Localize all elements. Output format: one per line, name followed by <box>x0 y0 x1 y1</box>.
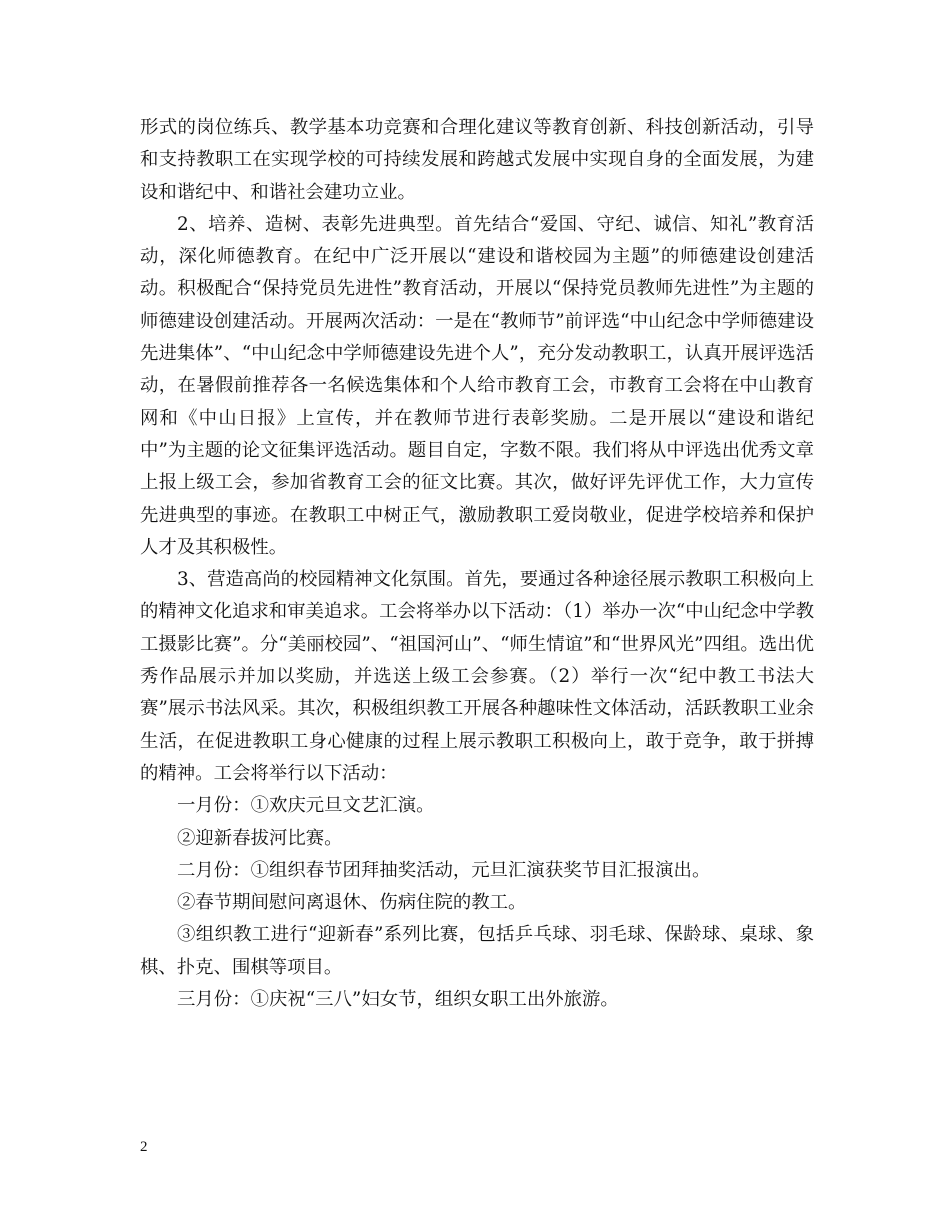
list-item-january-2: ②迎新春拔河比赛。 <box>177 827 343 849</box>
paragraph-continuation: 形式的岗位练兵、教学基本功竞赛和合理化建议等教育创新、科技创新活动，引导和支持教职工在实现学校的可持续发展和跨越式发展中实现自身的全面发展，为建设和谐纪中、和谐社会建功立业。 <box>140 117 814 203</box>
list-item-january-1: 一月份：①欢庆元旦文艺汇演。 <box>177 795 435 817</box>
list-item-february-1: 二月份：①组织春节团拜抽奖活动，元旦汇演获奖节目汇报演出。 <box>177 859 711 881</box>
paragraph-section-2: 2、培养、造树、表彰先进典型。首先结合“爱国、守纪、诚信、知礼”教育活动，深化师德教育。在纪中广泛开展以“建设和谐校园为主题”的师德建设创建活动。积极配合“保持党员先进性”教育活动，开展以“保持党员教师先进性”为主题的师德建设创建活动。开展两次活动：一是在“教师节”前评选“中山纪念中学师德建设先进集体”、“中山纪念中学师德建设先进个人”，充分发动教职工，认真开展评选活动，在暑假前推荐各一名候选集体和个人给市教育工会，市教育工会将在中山教育网和《中山日报》上宣传，并在教师节进行表彰奖励。二是开展以“建设和谐纪中”为主题的论文征集评选活动。题目自定，字数不限。我们将从中评选出优秀文章上报上级工会，参加省教育工会的征文比赛。其次，做好评先评优工作，大力宣传先进典型的事迹。在教职工中树正气，激励教职工爱岗敬业，促进学校培养和保护人才及其积极性。 <box>140 213 814 558</box>
paragraph-section-3: 3、营造高尚的校园精神文化氛围。首先，要通过各种途径展示教职工积极向上的精神文化追求和审美追求。工会将举办以下活动：（1）举办一次“中山纪念中学教工摄影比赛”。分“美丽校园”、“祖国河山”、“师生情谊”和“世界风光”四组。选出优秀作品展示并加以奖励，并选送上级工会参赛。（2）举行一次“纪中教工书法大赛”展示书法风采。其次，积极组织教工开展各种趣味性文体活动，活跃教职工业余生活，在促进教职工身心健康的过程上展示教职工积极向上，敢于竞争，敢于拼搏的精神。工会将举行以下活动： <box>140 569 814 784</box>
list-item-march-1: 三月份：①庆祝“三八”妇女节，组织女职工出外旅游。 <box>177 989 619 1011</box>
document-body <box>140 112 814 1016</box>
list-item-february-3: ③组织教工进行“迎新春”系列比赛，包括乒乓球、羽毛球、保龄球、桌球、象棋、扑克、围棋等项目。 <box>140 924 814 978</box>
list-item-february-2: ②春节期间慰问离退休、伤病住院的教工。 <box>177 892 527 914</box>
page-number: 2 <box>140 1139 148 1155</box>
